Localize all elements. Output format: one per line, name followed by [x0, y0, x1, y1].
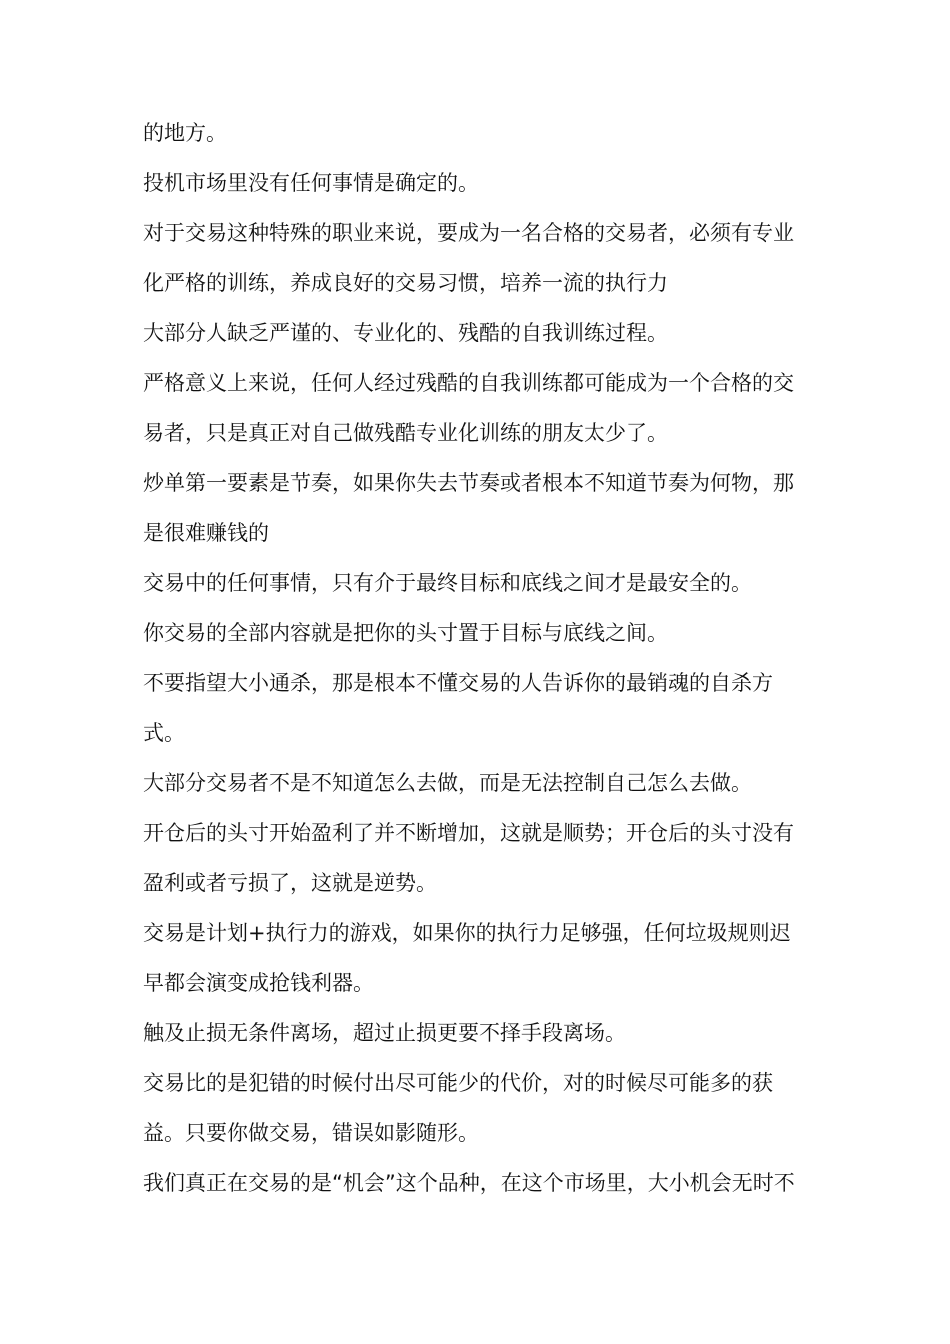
text-line: 大部分人缺乏严谨的、专业化的、残酷的自我训练过程。	[143, 321, 668, 345]
text-line: 我们真正在交易的是“机会”这个品种，在这个市场里，大小机会无时不	[143, 1171, 795, 1195]
text-line: 不要指望大小通杀，那是根本不懂交易的人告诉你的最销魂的自杀方	[143, 671, 773, 695]
text-line: 交易比的是犯错的时候付出尽可能少的代价，对的时候尽可能多的获	[143, 1071, 773, 1095]
text-line: 是很难赚钱的	[143, 521, 269, 545]
text-line: 交易是计划+执行力的游戏，如果你的执行力足够强，任何垃圾规则迟	[143, 921, 791, 945]
text-line: 对于交易这种特殊的职业来说，要成为一名合格的交易者，必须有专业	[143, 221, 794, 245]
text-line: 化严格的训练，养成良好的交易习惯，培养一流的执行力	[143, 271, 668, 295]
text-line: 的地方。	[143, 121, 227, 145]
text-line: 交易中的任何事情，只有介于最终目标和底线之间才是最安全的。	[143, 571, 752, 595]
text-line: 盈利或者亏损了，这就是逆势。	[143, 871, 437, 895]
text-line: 投机市场里没有任何事情是确定的。	[143, 171, 479, 195]
text-line: 你交易的全部内容就是把你的头寸置于目标与底线之间。	[143, 621, 668, 645]
text-line: 早都会演变成抢钱利器。	[143, 971, 374, 995]
text-line: 炒单第一要素是节奏，如果你失去节奏或者根本不知道节奏为何物，那	[143, 471, 794, 495]
text-line: 严格意义上来说，任何人经过残酷的自我训练都可能成为一个合格的交	[143, 371, 794, 395]
text-line: 触及止损无条件离场，超过止损更要不择手段离场。	[143, 1021, 626, 1045]
text-line: 益。只要你做交易，错误如影随形。	[143, 1121, 479, 1145]
text-line: 式。	[143, 721, 185, 745]
document-body	[143, 108, 815, 1208]
text-line: 大部分交易者不是不知道怎么去做，而是无法控制自己怎么去做。	[143, 771, 752, 795]
text-line: 易者，只是真正对自己做残酷专业化训练的朋友太少了。	[143, 421, 668, 445]
text-line: 开仓后的头寸开始盈利了并不断增加，这就是顺势；开仓后的头寸没有	[143, 821, 794, 845]
